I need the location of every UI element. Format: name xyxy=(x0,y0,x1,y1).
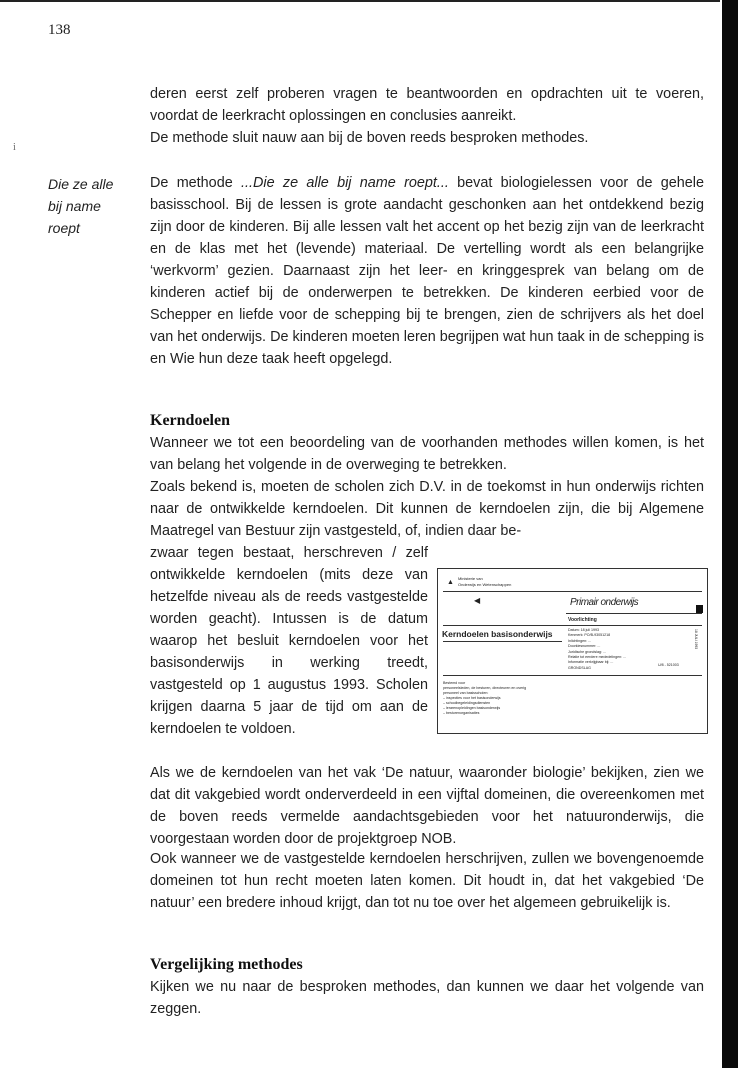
bestemd-line: – inspecties voor het basisonderwijs xyxy=(443,696,501,700)
sidebar-line: Die ze alle xyxy=(48,176,114,192)
figure-title: Kerndoelen basisonderwijs xyxy=(442,629,553,639)
kerndoelen-heading: Kerndoelen xyxy=(150,412,230,429)
figure-rule xyxy=(443,641,562,642)
kerndoelen-paragraph-5: Ook wanneer we de vastgestelde kerndoelen herschrijven, zullen we bovengenoemde domeinen tot hun recht moeten laten komen. Dit houdt in, dat het vakgebied ‘De natuur’ een bredere inhoud krijgt, dan tot nu toe over het algemeen gebruikelijk is. xyxy=(150,851,704,911)
kerndoelen-paragraph-2: Zoals bekend is, moeten de scholen zich D.V. in de toekomst in hun onderwijs richten naar de ontwikkelde kerndoelen. Dit kunnen de kerndoelen zijn, die bij Algemene Maatregel van Bestuur zijn vastgesteld, of, indien daar be- xyxy=(150,479,704,539)
kerndoelen-paragraph-4: Als we de kerndoelen van het vak ‘De natuur, waaronder biologie’ bekijken, zien we dat dit vakgebied wordt onderverdeeld in een vijftal domeinen, die overeenkomen met de boven reeds vermelde aandachtsgebieden voor het natuuronderwijs, die voorgestaan worden door de projektgroep NOB. xyxy=(150,765,704,847)
meta-line: Informatie verkrijgbaar bij: ... xyxy=(568,660,614,665)
ministry-line-2: Onderwijs en Wetenschappen xyxy=(458,582,512,587)
kerndoelen-paragraph-1: Wanneer we tot een beoordeling van de voorhanden methodes willen komen, is het van belang het volgende in de overweging te betrekken. xyxy=(150,435,704,473)
figure-rule xyxy=(443,675,702,676)
bestemd-line: – besturenorganisaties xyxy=(443,711,480,715)
figure-rule xyxy=(566,613,702,614)
margin-mark: i xyxy=(13,142,16,153)
crest-icon: ▲ xyxy=(447,579,454,586)
figure-rule xyxy=(443,625,702,626)
voorlichting-label: Voorlichting xyxy=(568,617,597,623)
page-number: 138 xyxy=(48,22,71,38)
bestemd-line: Bestemd voor xyxy=(443,681,466,685)
method-text: bevat biologielessen voor de gehele basisschool. Bij de lessen is grote aandacht geschonken aan het ontdekkend bezig zijn door de kinderen. Bij alle lessen valt het accent op het bezig zijn van de leerkracht en de klas met het (levende) materiaal. De vertelling wordt als een belangrijke ‘werkvorm’ gezien. Daarnaast zijn het leer- en kringgesprek van belang om de kinderen actief bij de onderwerpen te betrekken. De kinderen eerbied voor de Schepper en liefde voor de schepping bij te brengen, zien de schrijvers als het doel van het onderwijs. De kinderen moeten leren begrijpen wat hun taak in de schepping is en Wie hun deze taak heeft opgelegd. xyxy=(150,175,704,367)
meta-line: Juridische grondslag: ... xyxy=(568,649,606,654)
figure-bestemd xyxy=(443,681,526,716)
document-figure xyxy=(437,568,708,734)
bestemd-line: – schoolbegeleidingsdiensten xyxy=(443,701,491,705)
meta-line: Inlichtingen: ... xyxy=(568,638,592,643)
figure-rule xyxy=(443,591,702,592)
meta-line: Kenmerk: PO/B-93051218 xyxy=(568,633,611,638)
method-title: ...Die ze alle bij name roept... xyxy=(241,175,449,191)
intro-paragraph xyxy=(150,83,704,149)
scan-edge-bar xyxy=(722,0,738,1068)
top-rule xyxy=(0,0,720,2)
bestemd-line: personeel van basisscholen: xyxy=(443,691,489,695)
meta-line: Relatie tot eerdere mededelingen: ... xyxy=(568,655,627,660)
sidebar-note xyxy=(48,173,138,239)
meta-line: Datum: 18 juli 1993 xyxy=(568,628,599,632)
meta-line: Doorkiesnummer: ... xyxy=(568,644,601,649)
figure-kenmerk: U/8 - 521003 xyxy=(658,663,679,667)
ministry-line-1: Ministerie van xyxy=(458,576,483,581)
vergelijking-heading: Vergelijking methodes xyxy=(150,956,303,973)
bestemd-line: – lerarenopleidingen basisonderwijs xyxy=(443,706,501,710)
sidebar-line: roept xyxy=(48,220,80,236)
method-lead: De methode xyxy=(150,175,241,191)
kerndoelen-paragraph-3: zwaar tegen bestaat, herschreven / zelf ontwikkelde kerndoelen (mits deze van hetzelfde niveau als de reeds vastgestelde worden geacht). Intussen is de datum waarop het besluit kerndoelen voor het basisonderwijs in werking treedt, vastgesteld op 1 augustus 1993. Scholen krijgen daarna 5 jaar de tijd om aan de kerndoelen te voldoen. xyxy=(150,545,428,737)
figure-meta xyxy=(568,628,626,671)
black-tab xyxy=(696,605,703,613)
meta-line: GRONDSLAG xyxy=(568,665,591,670)
intro-text-2: De methode sluit nauw aan bij de boven reeds besproken methodes. xyxy=(150,130,589,146)
method-paragraph xyxy=(150,172,704,370)
bestemd-line: personeelsleden, de besturen, directeuren en overig xyxy=(443,686,527,690)
figure-vertical-code: 18 JULI 1993 xyxy=(694,629,698,650)
primair-label: Primair onderwijs xyxy=(570,597,639,608)
intro-text: deren eerst zelf proberen vragen te beantwoorden en opdrachten uit te voeren, voordat de leerkracht oplossingen en conclusies aanreikt. xyxy=(150,86,704,124)
arrow-left-icon: ◀ xyxy=(474,596,481,605)
vergelijking-paragraph: Kijken we nu naar de besproken methodes, dan kunnen we daar het volgende van zeggen. xyxy=(150,979,704,1017)
sidebar-line: bij name xyxy=(48,198,101,214)
